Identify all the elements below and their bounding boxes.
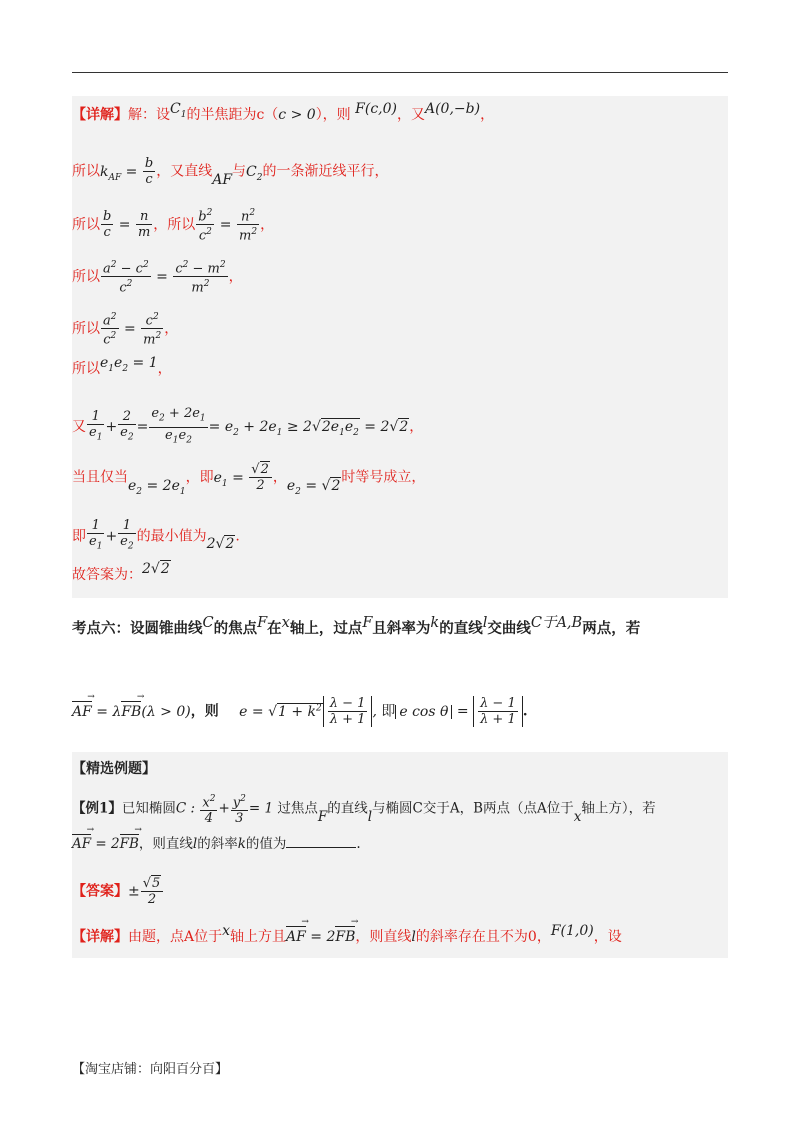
kaodian-title: 考点六：设圆锥曲线C的焦点F在x轴上，过点F且斜率为k的直线l交曲线C于A,B两点，若 (72, 615, 641, 637)
example-line-2: AF → = 2FB →，则直线l的斜率k的值为 . (72, 838, 361, 852)
example-line-1: 【例1】已知椭圆C : $\frac{x^2}{4}$ + $\frac{y^2}{3}$ = 1 过焦点F的直线l与椭圆C交于A，B两点（点A位于x轴上方），若 (72, 794, 656, 827)
solution-line-5: 所以 $\frac{a^2}{c^2}$ = $\frac{c^2}{m^2}$ ， (72, 312, 179, 348)
solution-line-4: 所以 $\frac{a^2 - c^2}{c^2}$ = $\frac{c^2 - m^2}{m^2}$ ， (72, 260, 243, 296)
detail2-line: 【详解】由题，点A位于x轴上方且AF → = 2FB →，则直线l的斜率存在且不为0，F(1,0)，设 (72, 930, 622, 944)
solution-line-7: 又 $\frac{1}{e_1}$ + $\frac{2}{e_2}$ = $\frac{e_2 + 2e_1}{e_1e_2}$ = $e_2 + 2e_1 \ge 2√2e_1e_2 = 2√2$， (72, 406, 424, 446)
solution-line-9: 即 $\frac{1}{e_1}$ + $\frac{1}{e_2}$ 的最小值为2√2. (72, 518, 240, 553)
answer-line: 【答案】± $\frac{√5}{2}$ (72, 876, 164, 907)
footer-shop: 【淘宝店铺：向阳百分百】 (72, 1062, 229, 1077)
solution-line-8: 当且仅当$e_2 = 2e_1$，即$e_1$ = $\frac{√2}{2}$ ，$e_2 = √2$时等号成立， (72, 462, 426, 497)
solution-line-1: 【详解】解：设$C_1$的半焦距为c（c > 0），则 F(c,0)，又A(0,−b)， (72, 101, 495, 123)
answer-blank (286, 847, 356, 848)
example-panel (72, 752, 728, 958)
kaodian-condition: AF → = λFB →(λ > 0)，则 $e = √1 + k^2$ $\frac{\lambda - 1}{\lambda + 1}$ , 即 e cos θ = $\frac{\lambda - 1}{\lambda + 1}$ . (72, 696, 528, 727)
solution-line-3: 所以 $\frac{b}{c}$ = $\frac{n}{m}$ ，所以 $\frac{b^2}{c^2}$ = $\frac{n^2}{m^2}$ ， (72, 208, 275, 244)
section-title: 【精选例题】 (72, 761, 156, 777)
solution-line-2: 所以$k_{AF}$ = $\frac{b}{c}$ ，又直线AF与$C_2$的一条渐近线平行， (72, 156, 389, 188)
solution-line-10: 故答案为：2√2 (72, 561, 170, 583)
solution-line-6: 所以$e_1e_2 = 1$， (72, 355, 172, 377)
header-rule (72, 72, 728, 73)
